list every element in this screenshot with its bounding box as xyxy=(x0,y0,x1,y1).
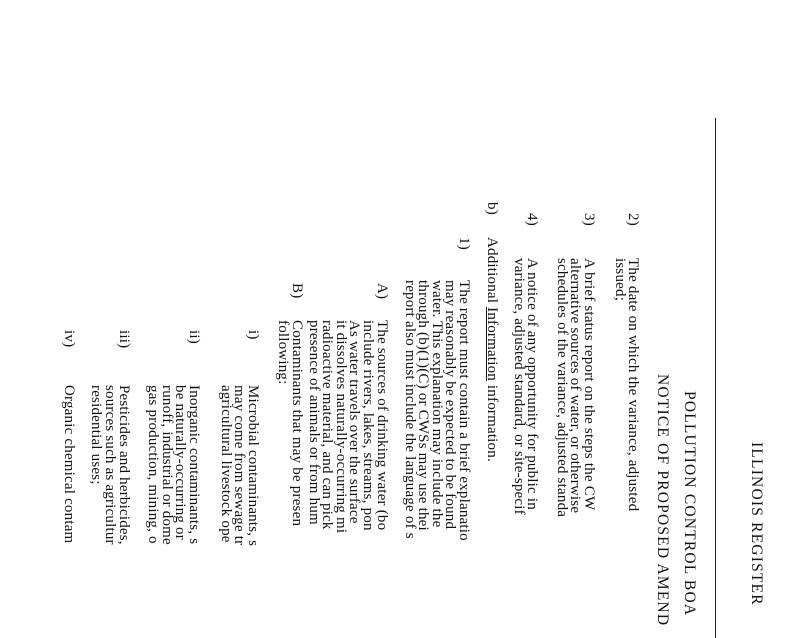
item-2-marker: 2) xyxy=(625,213,641,226)
sub-item-i-line: Microbial contaminants, s xyxy=(245,385,261,547)
item-4-line: A notice of any opportunity for public in xyxy=(524,258,540,510)
item-A-line: include rivers, lakes, streams, pon xyxy=(360,320,376,531)
sub-item-i-line: may come from sewage tr xyxy=(231,385,247,546)
item-1-line: The report must contain a brief explanatio xyxy=(456,280,472,541)
sub-item-i-line: agricultural livestock ope xyxy=(218,385,234,543)
sub-item-iii-line: residential uses; xyxy=(88,385,104,485)
item-1-line: through (b)(1)(C) or CWSs may use thei xyxy=(415,280,431,531)
item-A-marker: A) xyxy=(374,283,390,300)
sub-item-ii-line: runoff, industrial or dome xyxy=(159,385,175,545)
register-title: ILLINOIS REGISTER xyxy=(748,442,765,606)
sub-item-i-marker: i) xyxy=(245,330,261,340)
item-4-line: variance, adjusted standard, or site-specif xyxy=(511,258,527,515)
item-3-line: schedules of the variance, adjusted standa xyxy=(554,258,570,518)
item-A-line: presence of animals or from hum xyxy=(306,320,322,525)
sub-item-ii-line: Inorganic contaminants, s xyxy=(186,385,202,545)
sub-item-iv-line: Organic chemical contam xyxy=(61,385,77,544)
item-A-line: radioactive material, and can pick xyxy=(319,320,335,530)
sub-item-iii-line: sources such as agricultur xyxy=(102,385,118,545)
item-2-line: issued; xyxy=(612,258,628,302)
item-B-line: following: xyxy=(275,320,291,385)
item-A-line: The sources of drinking water (bo xyxy=(374,320,390,531)
item-2-line: The date on which the variance, adjusted xyxy=(625,258,641,512)
section-b-heading-pre: Additional xyxy=(484,237,500,308)
item-A-line: As water travels over the surface xyxy=(346,320,362,524)
sub-item-iii-line: Pesticides and herbicides, xyxy=(116,385,132,545)
notice-title: NOTICE OF PROPOSED AMEND xyxy=(654,374,671,627)
item-A-line: it dissolves naturally-occurring mi xyxy=(333,320,349,534)
board-title: POLLUTION CONTROL BOA xyxy=(681,391,698,617)
sub-item-ii-line: be naturally-occurring or xyxy=(172,385,188,540)
item-B-line: Contaminants that may be presen xyxy=(289,320,305,527)
item-1-line: report also must include the language of s xyxy=(402,280,418,539)
item-1-line: may reasonably be expected to be found xyxy=(442,280,458,530)
item-1-marker: 1) xyxy=(456,237,472,250)
item-B-marker: B) xyxy=(289,283,305,299)
section-b-marker: b) xyxy=(484,202,500,215)
section-b-heading xyxy=(484,237,500,462)
sub-item-ii-marker: ii) xyxy=(186,330,202,344)
sub-item-iii-marker: iii) xyxy=(116,330,132,349)
item-3-line: alternative sources of water, or otherwise xyxy=(567,258,583,514)
section-b-heading-underlined: Information xyxy=(484,307,500,381)
header-rule xyxy=(715,118,716,638)
item-3-line: A brief status report on the steps the CW xyxy=(581,258,597,511)
sub-item-ii-line: gas production, mining, o xyxy=(145,385,161,544)
item-4-marker: 4) xyxy=(524,213,540,226)
item-3-marker: 3) xyxy=(581,213,597,226)
section-b-heading-post: information. xyxy=(484,380,500,462)
item-1-line: water. This explanation may include the xyxy=(429,280,445,528)
sub-item-iv-marker: iv) xyxy=(61,330,77,348)
